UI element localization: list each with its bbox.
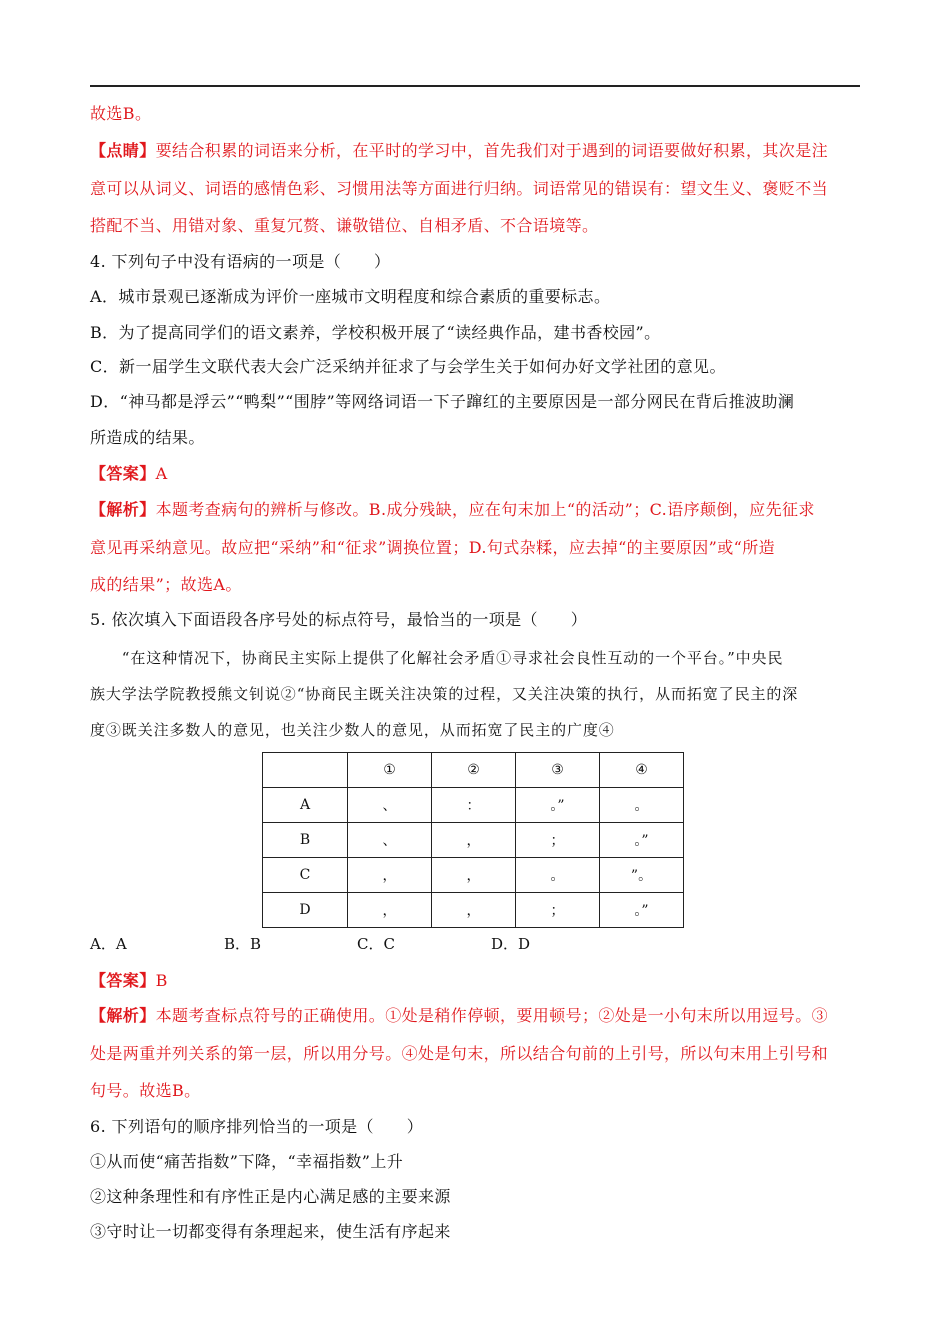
- table-cell: 。: [600, 788, 684, 823]
- table-cell: A: [263, 788, 348, 823]
- q6-sentence-1: ①从而使“痛苦指数”下降，“幸福指数”上升: [90, 1152, 404, 1171]
- q6-sentence-2: ②这种条理性和有序性正是内心满足感的主要来源: [90, 1187, 451, 1206]
- table-cell: ，: [432, 858, 516, 893]
- q4-answer: [90, 464, 865, 484]
- tip-text-1: 要结合积累的词语来分析，在平时的学习中，首先我们对于遇到的词语要做好积累，其次是注: [155, 141, 829, 160]
- analysis-text-1: 本题考查标点符号的正确使用。①处是稍作停顿，要用顿号；②处是一小句末所以用逗号。③: [155, 1006, 829, 1025]
- q5-option-c: C．C: [357, 935, 395, 953]
- table-cell: B: [263, 823, 348, 858]
- table-cell: ；: [516, 823, 600, 858]
- q5-option-a: A．A: [90, 935, 127, 953]
- q4-option-d-line-1: D．“神马都是浮云”“鸭梨”“围脖”等网络词语一下子蹿红的主要原因是一部分网民在背后推波助澜: [90, 392, 795, 411]
- q4-analysis-line-3: 成的结果”；故选A。: [90, 575, 242, 594]
- table-header-row: [263, 753, 684, 788]
- q4-option-b: B．为了提高同学们的语文素养，学校积极开展了“读经典作品，建书香校园”。: [90, 323, 661, 342]
- table-cell: ：: [432, 788, 516, 823]
- table-cell: 。”: [600, 823, 684, 858]
- q6-stem: 6. 下列语句的顺序排列恰当的一项是（ ）: [90, 1117, 424, 1136]
- table-cell: 。”: [600, 893, 684, 928]
- answer-value: A: [155, 464, 168, 483]
- table-cell: D: [263, 893, 348, 928]
- q5-analysis-line-2: 处是两重并列关系的第一层，所以用分号。④处是句末，所以结合句前的上引号，所以句末用上引号和: [90, 1044, 829, 1063]
- q4-stem: 4. 下列句子中没有语病的一项是（ ）: [90, 252, 391, 271]
- q4-analysis-line-1: [90, 500, 865, 520]
- q5-passage-line-1: “在这种情况下，协商民主实际上提供了化解社会矛盾①寻求社会良性互动的一个平台。”中央民: [90, 649, 784, 667]
- table-cell: 。”: [516, 788, 600, 823]
- table-cell: C: [263, 858, 348, 893]
- q5-passage-line-2: 族大学法学院教授熊文钊说②“协商民主既关注决策的过程，又关注决策的执行，从而拓宽了民主的深: [90, 685, 799, 703]
- table-cell: [263, 753, 348, 788]
- q3-answer-line: 故选B。: [90, 104, 152, 123]
- table-cell: ③: [516, 753, 600, 788]
- q4-option-d-line-2: 所造成的结果。: [90, 428, 205, 447]
- analysis-tag: 【解析】: [90, 500, 156, 519]
- q5-answer: [90, 971, 865, 991]
- answer-value: B: [155, 971, 168, 990]
- answer-tag: 【答案】: [90, 464, 156, 483]
- q5-option-b: B．B: [224, 935, 262, 953]
- table-cell: ，: [432, 893, 516, 928]
- answer-tag: 【答案】: [90, 971, 156, 990]
- table-cell: ④: [600, 753, 684, 788]
- q4-option-c: C．新一届学生文联代表大会广泛采纳并征求了与会学生关于如何办好文学社团的意见。: [90, 357, 726, 376]
- table-cell: ”。: [600, 858, 684, 893]
- q5-stem: 5. 依次填入下面语段各序号处的标点符号，最恰当的一项是（ ）: [90, 610, 588, 629]
- table-row: [263, 893, 684, 928]
- table-cell: 、: [348, 788, 432, 823]
- table-cell: ，: [348, 858, 432, 893]
- punctuation-table: [262, 752, 684, 928]
- table-cell: ；: [516, 893, 600, 928]
- q3-tip-line-2: 意可以从词义、词语的感情色彩、习惯用法等方面进行归纳。词语常见的错误有：望文生义、褒贬不当: [90, 179, 829, 198]
- table-cell: ，: [432, 823, 516, 858]
- q5-analysis-line-3: 句号。故选B。: [90, 1081, 201, 1100]
- q3-tip-line-1: [90, 141, 865, 161]
- table-cell: ②: [432, 753, 516, 788]
- tip-tag: 【点睛】: [90, 141, 156, 160]
- analysis-text-1: 本题考查病句的辨析与修改。B.成分残缺，应在句末加上“的活动”；C.语序颠倒，应先征求: [155, 500, 815, 519]
- q3-tip-line-3: 搭配不当、用错对象、重复冗赘、谦敬错位、自相矛盾、不合语境等。: [90, 216, 599, 235]
- analysis-tag: 【解析】: [90, 1006, 156, 1025]
- q6-sentence-3: ③守时让一切都变得有条理起来，使生活有序起来: [90, 1222, 451, 1241]
- table-row: [263, 858, 684, 893]
- table-row: [263, 823, 684, 858]
- header-rule: [90, 85, 860, 87]
- q4-option-a: A．城市景观已逐渐成为评价一座城市文明程度和综合素质的重要标志。: [90, 287, 611, 306]
- q5-analysis-line-1: [90, 1006, 865, 1026]
- table-row: [263, 788, 684, 823]
- q5-passage-line-3: 度③既关注多数人的意见，也关注少数人的意见，从而拓宽了民主的广度④: [90, 721, 615, 739]
- table-cell: ①: [348, 753, 432, 788]
- table-cell: ，: [348, 893, 432, 928]
- q4-analysis-line-2: 意见再采纳意见。故应把“采纳”和“征求”调换位置；D.句式杂糅，应去掉“的主要原因”或“所造: [90, 538, 776, 557]
- table-cell: 、: [348, 823, 432, 858]
- q5-option-d: D．D: [491, 935, 531, 953]
- table-cell: 。: [516, 858, 600, 893]
